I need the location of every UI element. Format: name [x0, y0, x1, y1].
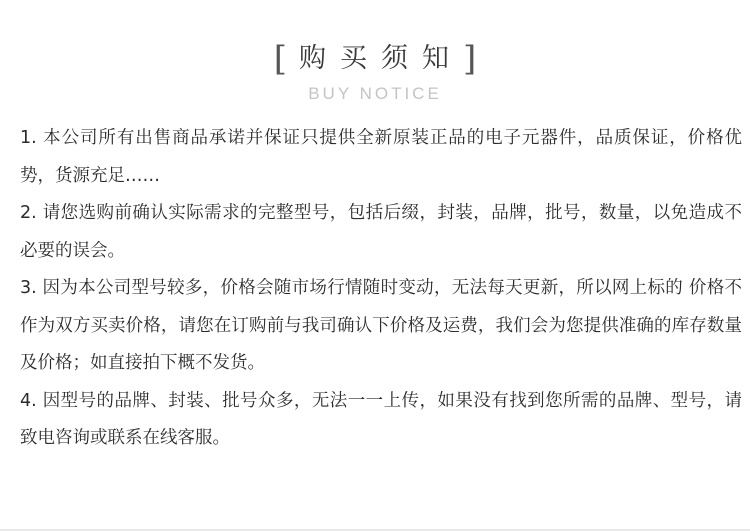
title-bracket-left: [ [273, 39, 287, 79]
notice-item-2: 2. 请您选购前确认实际需求的完整型号，包括后缀，封装，品牌，批号，数量，以免造成不必要的误会。 [20, 203, 742, 261]
notice-list [20, 120, 742, 458]
notice-item-1: 1. 本公司所有出售商品承诺并保证只提供全新原装正品的电子元器件，品质保证，价格优势，货源充足…… [20, 128, 742, 186]
title-row [274, 38, 477, 80]
notice-header [0, 38, 750, 104]
page-subtitle: BUY NOTICE [308, 84, 442, 103]
notice-item-4: 4. 因型号的品牌、封装、批号众多，无法一一上传，如果没有找到您所需的品牌、型号，请致电咨询或联系在线客服。 [20, 390, 742, 448]
page-title: 购买须知 [299, 43, 463, 74]
notice-item-3: 3. 因为本公司型号较多，价格会随市场行情随时变动，无法每天更新，所以网上标的 价格不作为双方买卖价格，请您在订购前与我司确认下价格及运费，我们会为您提供准确的库存数量及价格；如直接拍下概不发货。 [20, 278, 742, 373]
title-bracket-right: ] [463, 39, 477, 79]
